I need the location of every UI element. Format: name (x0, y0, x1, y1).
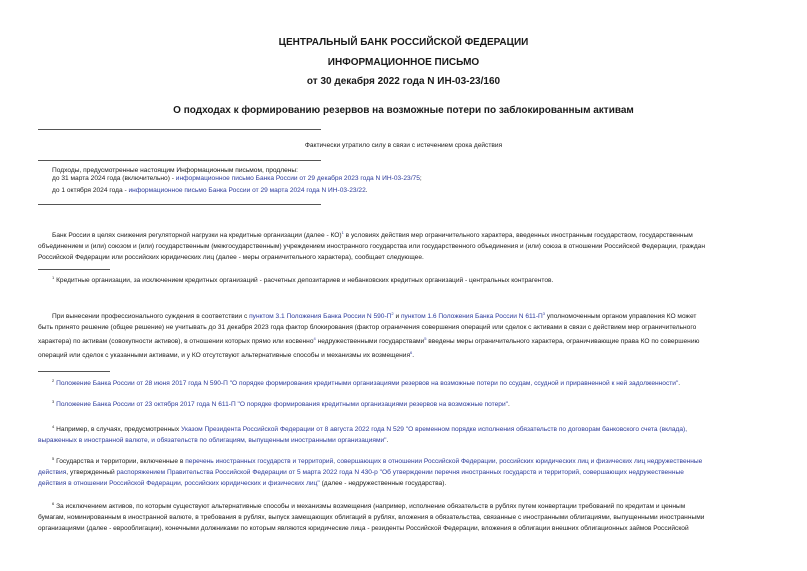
extension-note-heading: Подходы, предусмотренные настоящим Информационным письмом, продлены: (52, 167, 298, 174)
issuer-heading: ЦЕНТРАЛЬНЫЙ БАНК РОССИЙСКОЙ ФЕДЕРАЦИИ (278, 37, 529, 48)
footnote-link[interactable]: действия (38, 469, 67, 477)
footnote-link[interactable]: Указом Президента Российской Федерации от 8 августа 2022 года N 529 "О временном порядке исполнения обязательств по договорам банковского счета (вклада), (181, 426, 688, 434)
footnote-link[interactable]: действия в отношении Российской Федерации, российских юридических и физических лиц" (38, 480, 320, 488)
document-date-number: от 30 декабря 2022 года N ИН-03-23/160 (306, 76, 501, 87)
extension-item: до 1 октября 2024 года - информационное письмо Банка России от 29 марта 2024 года N ИН-03-23/22. (52, 187, 368, 194)
extension-item: до 31 марта 2024 года (включительно) - информационное письмо Банка России от 29 декабря 2023 года N ИН-03-23/75; (52, 175, 422, 182)
extension-link[interactable]: информационное письмо Банка России от 29 декабря 2023 года N ИН-03-23/75 (175, 175, 420, 182)
footnote-5: $^5$ Государства и территории, включенные в перечень иностранных государств и территорий, совершающих в отношении Российской Федерации, российских юридических лиц и физических лиц недружественные действия, утвержденный распоряжением Правительства Российской Федерации от 5 марта 2022 года N 430-р "Об утверждении перечня иностранных государств и территорий, совершающих недружественные действия в отношении Российской Федерации, российских юридических и физических лиц" (далее - недружественные государства). (38, 456, 703, 488)
footnote-link[interactable]: Положение Банка России от 23 октября 2017 года N 611-П "О порядке формирования кредитными организациями резервов на возможные потери" (56, 401, 508, 409)
footnote-ref[interactable]: 6 (410, 350, 413, 356)
extension-note (52, 167, 422, 195)
divider (38, 204, 321, 205)
reference-link[interactable]: пунктом 1.6 Положения Банка России N 611-П (400, 313, 543, 321)
document-type: ИНФОРМАЦИОННОЕ ПИСЬМО (327, 57, 480, 68)
footnote-ref[interactable]: 1 (341, 230, 344, 235)
footnote-2: $^2$ Положение Банка России от 28 июня 2017 года N 590-П "О порядке формирования кредитными организациями резервов на возможные потери по ссудам, ссудной и приравненной к ней задолженности". (52, 378, 681, 388)
divider (38, 160, 321, 161)
document-title: О подходах к формированию резервов на возможные потери по заблокированным активам (173, 105, 634, 116)
divider (38, 129, 321, 130)
footnote-1: $^1$ Кредитные организации, за исключением кредитных организаций - расчетных депозитариев и небанковских кредитных организаций - центральных контрагентов. (52, 275, 554, 285)
footnote-link[interactable]: распоряжением Правительства Российской Федерации от 5 марта 2022 года N 430-р "Об утверждении перечня иностранных государств и территорий, совершающих недружественные (116, 469, 684, 477)
footnote-ref[interactable]: 4 (313, 336, 316, 342)
intro-paragraph: Банк России в целях снижения регуляторной нагрузки на кредитные организации (далее - КО)$^1$ в условиях действия мер ограничительного характера, введенных иностранным государством, государственным объединением и (или) союзом и (или) государственным (межгосударственным) учреждением иностранного государства или государственного объединения и (или) союза в отношении Российской Федерации, граждан Российской Федерации или российских юридических лиц (далее - меры ограничительного характера), сообщает следующее. (38, 230, 705, 262)
footnote-divider (38, 371, 110, 372)
footnote-ref[interactable]: 2 (391, 311, 394, 316)
footnote-ref[interactable]: 5 (424, 336, 427, 342)
footnote-link[interactable]: перечень иностранных государств и территорий, совершающих в отношении Российской Федерации, российских юридических лиц и физических лиц недружественные (185, 458, 703, 466)
reference-link[interactable]: пунктом 3.1 Положения Банка России N 590-П (249, 313, 392, 321)
footnote-link[interactable]: выраженных в иностранной валюте, и обязательств по облигациям, выпущенным иностранными организациями" (38, 437, 387, 445)
footnote-ref[interactable]: 3 (542, 311, 546, 316)
main-paragraph: При вынесении профессионального суждения в соответствии с пунктом 3.1 Положения Банка России N $590-П^2$ и пунктом 1.6 Положения Банка России N $611-П^3$ уполномоченным органом управления КО может быть принято решение (общее решение) не учитывать до 31 декабря 2023 года фактор блокирования (фактор ограничения совершения операций или сделок с активами в связи с действием мер ограничительного характера) по активам (совокупности активов), в отношении которых прямо или косвенно$^4$ недружественными государствами$^5$ введены меры ограничительного характера, ограничивающие права КО по совершению операций или сделок с указанными активами, и у КО отсутствуют альтернативные способы и механизмы их возмещения$^6$. (38, 311, 700, 360)
footnote-link[interactable]: Положение Банка России от 28 июня 2017 года N 590-П "О порядке формирования кредитными организациями резервов на возможные потери по ссудам, ссудной и приравненной к ней задолженности" (56, 380, 679, 388)
footnote-6: $^6$ За исключением активов, по которым существуют альтернативные способы и механизмы возмещения (например, исполнение обязательств в рублях путем конвертации требований по кредитам и ценным бумагам, номинированным в иностранной валюте, в требования в рублях, выпуск замещающих облигаций в рублях, вложения в обязательства, связанные с иностранными облигациями, выпущенными иностранными организациями (далее - еврооблигации), конечными должниками по которым являются юридические лица - резиденты Российской Федерации, вложения в облигации внешних облигационных займов Российской (38, 501, 705, 533)
footnote-3: $^3$ Положение Банка России от 23 октября 2017 года N 611-П "О порядке формирования кредитными организациями резервов на возможные потери". (52, 399, 510, 409)
extension-link[interactable]: информационное письмо Банка России от 29 марта 2024 года N ИН-03-23/22 (128, 187, 366, 194)
footnote-divider (38, 269, 110, 270)
footnote-4: $^4$ Например, в случаях, предусмотренных Указом Президента Российской Федерации от 8 августа 2022 года N 529 "О временном порядке исполнения обязательств по договорам банковского счета (вклада), выраженных в иностранной валюте, и обязательств по облигациям, выпущенным иностранными организациями". (38, 424, 688, 445)
status-note: Фактически утратило силу в связи с истечением срока действия (304, 142, 503, 149)
